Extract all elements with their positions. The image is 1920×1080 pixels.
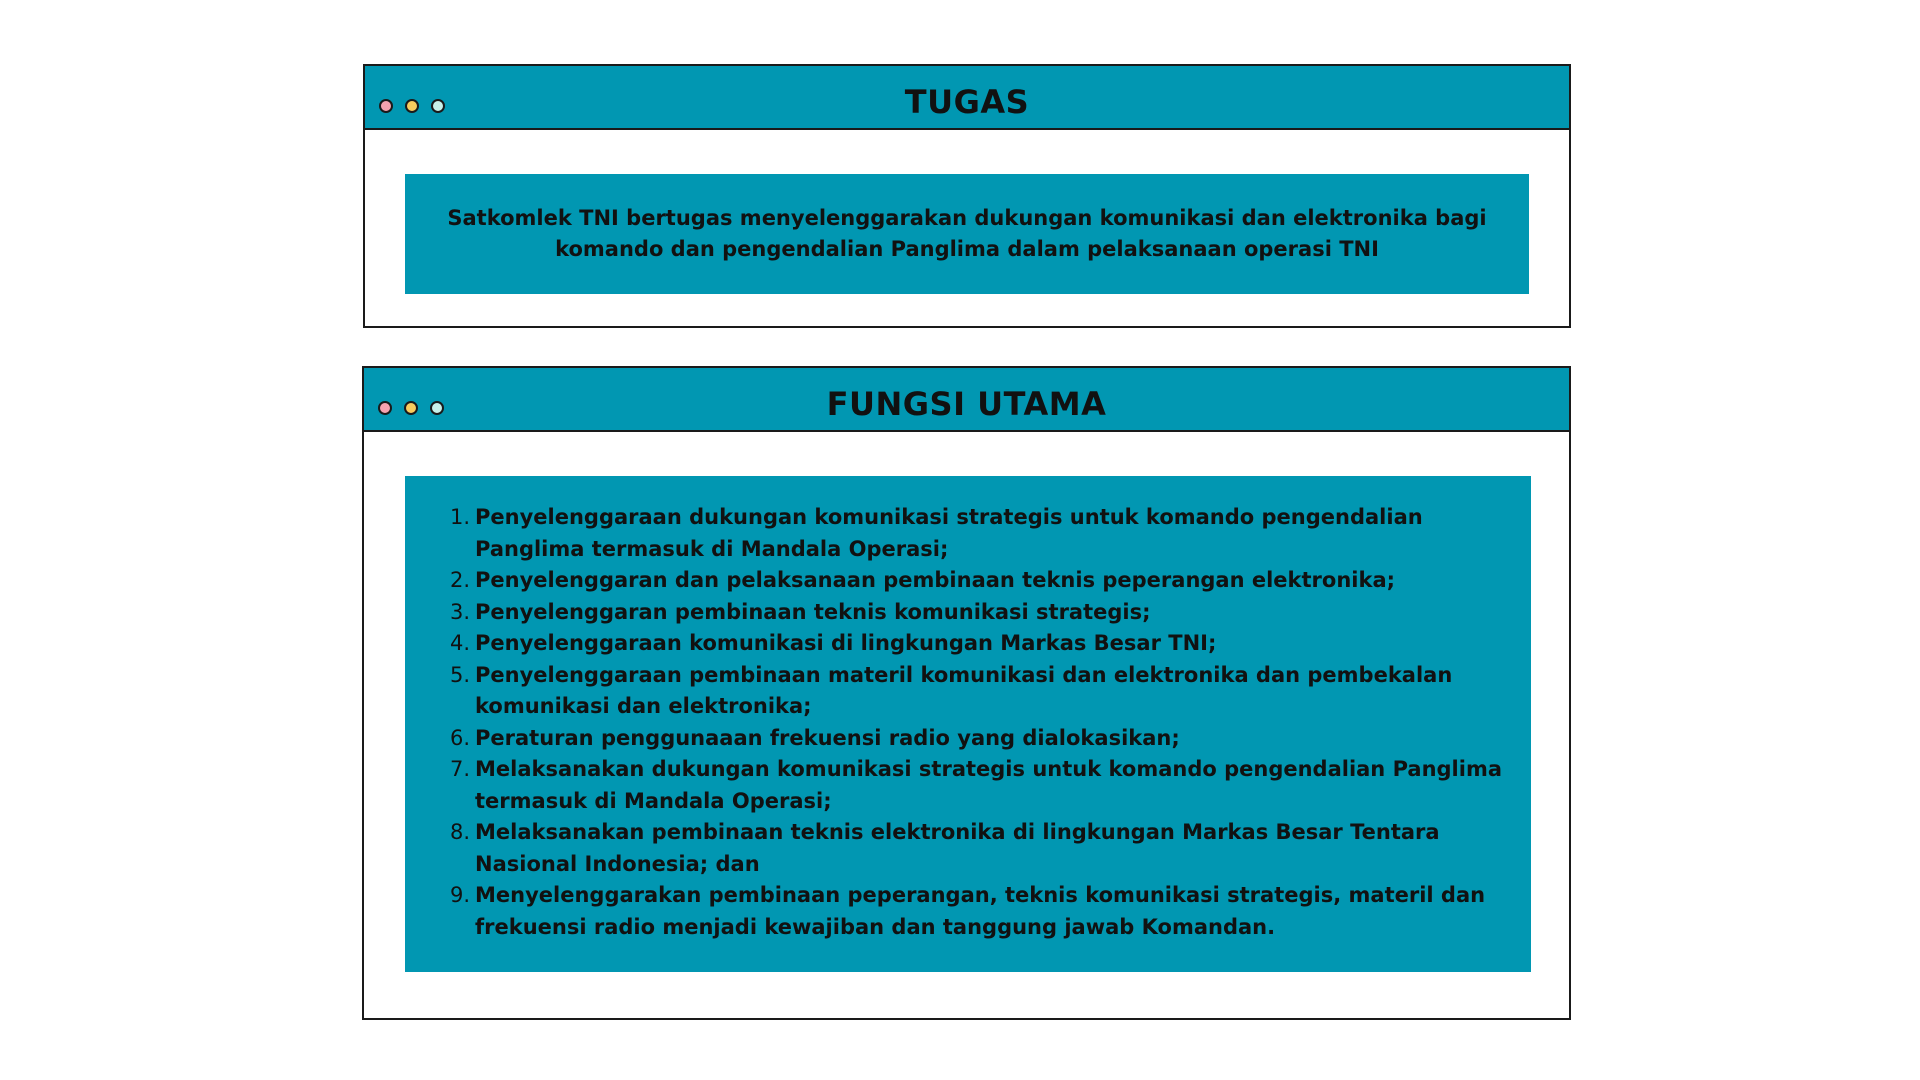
tugas-title: TUGAS [904, 83, 1030, 121]
list-item [431, 660, 1511, 723]
fungsi-window [362, 366, 1571, 1020]
list-item-text: Menyelenggarakan pembinaan peperangan, teknis komunikasi strategis, materil dan frekuensi radio menjadi kewajiban dan tanggung jawab Komandan. [475, 883, 1486, 939]
tugas-text: Satkomlek TNI bertugas menyelenggarakan dukungan komunikasi dan elektronika bagi komando dan pengendalian Panglima dalam pelaksanaan operasi TNI [447, 206, 1487, 261]
fungsi-title: FUNGSI UTAMA [826, 385, 1107, 423]
list-item-number: 3. [449, 599, 470, 624]
list-item-number: 6. [449, 725, 470, 750]
list-item-text: Penyelenggaran pembinaan teknis komunikasi strategis; [475, 599, 1151, 624]
fungsi-list [431, 502, 1511, 943]
list-item-text: Melaksanakan dukungan komunikasi strategis untuk komando pengendalian Panglima termasuk di Mandala Operasi; [475, 757, 1503, 813]
list-item-text: Penyelenggaraan pembinaan materil komunikasi dan elektronika dan pembekalan komunikasi dan elektronika; [475, 662, 1453, 718]
list-item-number: 9. [449, 883, 470, 907]
tugas-window [363, 64, 1571, 328]
list-item [431, 502, 1511, 565]
list-item-text: Penyelenggaraan komunikasi di lingkungan Markas Besar TNI; [475, 631, 1217, 655]
list-item [431, 597, 1511, 629]
list-item-text: Peraturan penggunaaan frekuensi radio yang dialokasikan; [475, 725, 1180, 750]
fungsi-titlebar [364, 368, 1569, 432]
tugas-titlebar [365, 66, 1569, 130]
list-item [431, 628, 1511, 660]
fungsi-panel [405, 476, 1531, 972]
list-item [431, 754, 1511, 817]
list-item-number: 4. [449, 631, 470, 655]
list-item [431, 817, 1511, 880]
tugas-panel [405, 174, 1529, 294]
list-item-number: 5. [449, 662, 470, 687]
list-item-number: 2. [449, 568, 470, 592]
list-item [431, 880, 1511, 943]
list-item-number: 1. [449, 505, 470, 529]
list-item-text: Penyelenggaran dan pelaksanaan pembinaan teknis peperangan elektronika; [475, 568, 1396, 592]
list-item-number: 8. [449, 820, 470, 844]
list-item-text: Melaksanakan pembinaan teknis elektronika di lingkungan Markas Besar Tentara Nasional Indonesia; dan [475, 820, 1440, 876]
list-item [431, 723, 1511, 755]
list-item-text: Penyelenggaraan dukungan komunikasi strategis untuk komando pengendalian Panglima termasuk di Mandala Operasi; [475, 505, 1423, 561]
list-item [431, 565, 1511, 597]
list-item-number: 7. [449, 757, 470, 781]
